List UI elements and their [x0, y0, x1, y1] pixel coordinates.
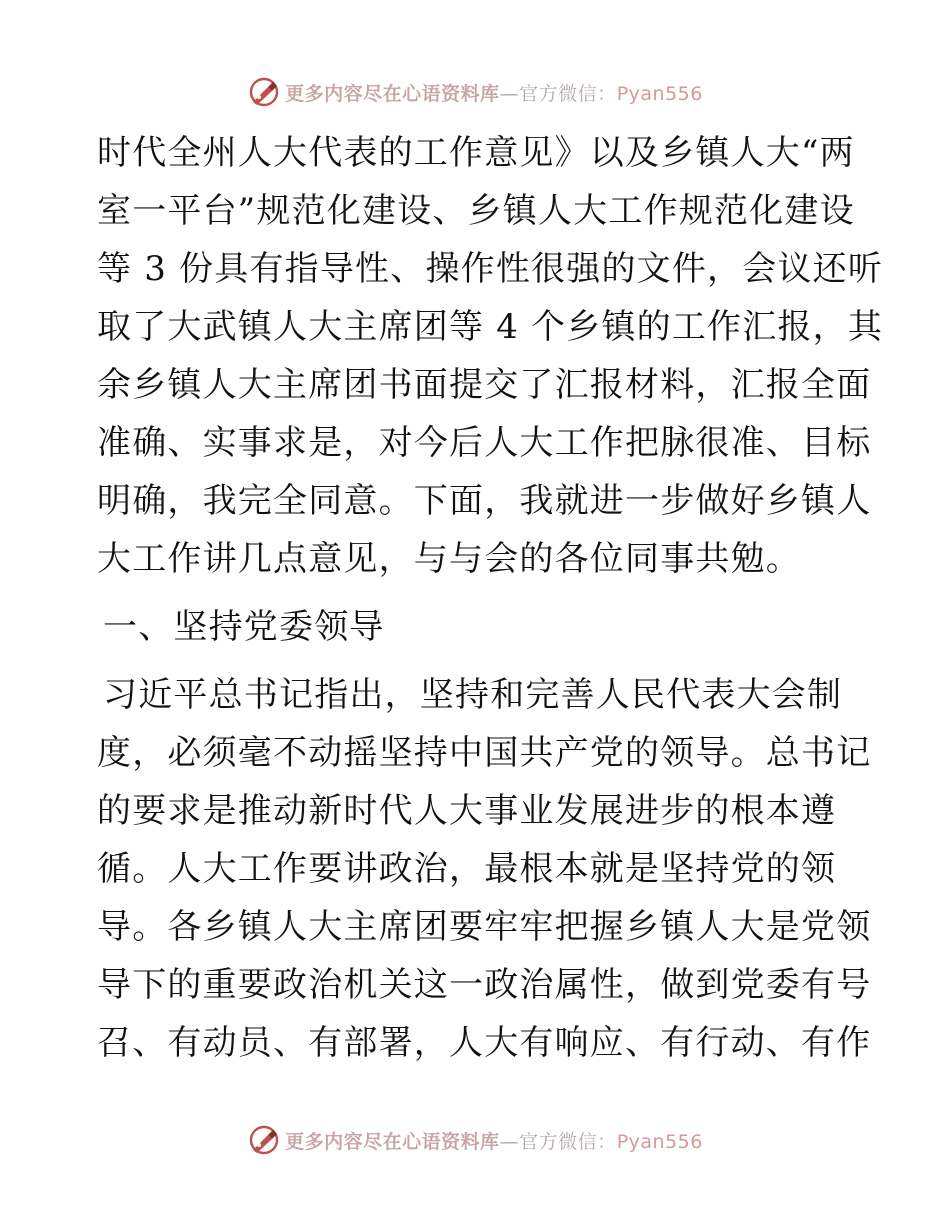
text-line: 召、有动员、有部署，人大有响应、有行动、有作: [97, 1023, 872, 1063]
text-line: 的要求是推动新时代人大事业发展进步的根本遵: [97, 791, 837, 831]
text-line: 习近平总书记指出，坚持和完善人民代表大会制: [103, 675, 843, 715]
footer-watermark: [0, 1120, 950, 1160]
text-line: 循。人大工作要讲政治，最根本就是坚持党的领: [97, 849, 837, 889]
text-line: 取了大武镇人大主席团等 4 个乡镇的工作汇报，其: [97, 307, 884, 347]
text-line: 导下的重要政治机关这一政治属性，做到党委有号: [97, 965, 872, 1005]
document-body: [97, 124, 884, 1072]
text-line: 度，必须毫不动摇坚持中国共产党的领导。总书记: [97, 733, 872, 773]
text-line: 准确、实事求是，对今后人大工作把脉很准、目标: [97, 423, 872, 463]
watermark-dash: —: [499, 1130, 520, 1153]
watermark-account-label: 官方微信：: [519, 1130, 617, 1153]
watermark-text: [285, 1127, 703, 1154]
header-watermark: [0, 72, 950, 112]
watermark-dash: —: [499, 82, 520, 105]
watermark-text: [285, 79, 703, 106]
text-line: 时代全州人大代表的工作意见》以及乡镇人大“两: [97, 133, 855, 173]
watermark-site: 更多内容尽在心语资料库: [285, 1130, 500, 1153]
text-line: 室一平台”规范化建设、乡镇人大工作规范化建设: [97, 191, 855, 231]
pen-logo-icon: [247, 75, 281, 109]
text-line: 大工作讲几点意见，与与会的各位同事共勉。: [97, 539, 801, 579]
text-line: 导。各乡镇人大主席团要牢牢把握乡镇人大是党领: [97, 907, 872, 947]
watermark-account-id: Pyan556: [616, 82, 703, 105]
text-line: 余乡镇人大主席团书面提交了汇报材料，汇报全面: [97, 365, 872, 405]
section-heading-1: 一、坚持党委领导: [103, 607, 385, 647]
text-line: 等 3 份具有指导性、操作性很强的文件，会议还听: [97, 249, 884, 289]
watermark-account-id: Pyan556: [616, 1130, 703, 1153]
paragraph-1: [97, 124, 884, 588]
pen-logo-icon: [247, 1123, 281, 1157]
paragraph-2: [97, 666, 872, 1072]
watermark-site: 更多内容尽在心语资料库: [285, 82, 500, 105]
watermark-account-label: 官方微信：: [519, 82, 617, 105]
text-line: 明确，我完全同意。下面，我就进一步做好乡镇人: [97, 481, 872, 521]
